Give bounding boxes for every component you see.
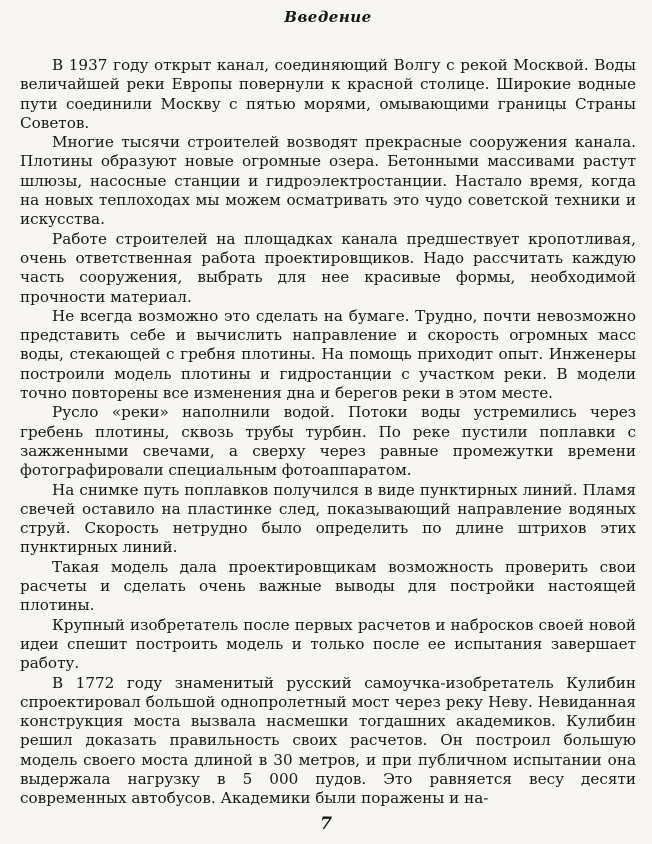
paragraph: В 1772 году знаменитый русский самоучка-изобретатель Кулибин спроектировал большой однопролетный мост через реку Неву. Невиданная конструкция моста вызвала насмешки тогдашних академиков. Кулибин решил доказать правильность своих расчетов. Он построил большую модель своего моста длиной в 30 метров, и при публичном испытании она выдержала нагрузку в 5 000 пудов. Это равняется весу десяти современных автобусов. Академики были поражены и на- — [20, 673, 636, 808]
paragraph: На снимке путь поплавков получился в виде пунктирных линий. Пламя свечей оставило на пластинке след, показывающий направление водяных струй. Скорость нетрудно было определить по длине штрихов этих пунктирных линий. — [20, 480, 636, 557]
paragraph: Многие тысячи строителей возводят прекрасные сооружения канала. Плотины образуют новые огромные озера. Бетонными массивами растут шлюзы, насосные станции и гидроэлектростанции. Настало время, когда на новых теплоходах мы можем осматривать это чудо советской техники и искусства. — [20, 133, 636, 229]
paragraph: Работе строителей на площадках канала предшествует кропотливая, очень ответственная работа проектировщиков. Надо рассчитать каждую часть сооружения, выбрать для нее красивые формы, необходимой прочности материал. — [20, 229, 636, 306]
paragraph: Русло «реки» наполнили водой. Потоки воды устремились через гребень плотины, сквозь трубы турбин. По реке пустили поплавки с зажженными свечами, а сверху через равные промежутки времени фотографировали специальным фотоаппаратом. — [20, 403, 636, 480]
paragraph: Крупный изобретатель после первых расчетов и набросков своей новой идеи спешит построить модель и только после ее испытания завершает работу. — [20, 615, 636, 673]
paragraph: Такая модель дала проектировщикам возможность проверить свои расчеты и сделать очень важные выводы для постройки настоящей плотины. — [20, 557, 636, 615]
page-number: 7 — [320, 814, 332, 834]
body-text — [20, 56, 636, 809]
paragraph: В 1937 году открыт канал, соединяющий Волгу с рекой Москвой. Воды величайшей реки Европы повернули к красной столице. Широкие водные пути соединили Москву с пятью морями, омывающими границы Страны Советов. — [20, 56, 636, 132]
paragraph: Не всегда возможно это сделать на бумаге. Трудно, почти невозможно представить себе и вычислить направление и скорость огромных масс воды, стекающей с гребня плотины. На помощь приходит опыт. Инженеры построили модель плотины и гидростанции с участком реки. В модели точно повторены все изменения дна и берегов реки в этом месте. — [20, 306, 636, 403]
chapter-title: Введение — [284, 8, 372, 26]
